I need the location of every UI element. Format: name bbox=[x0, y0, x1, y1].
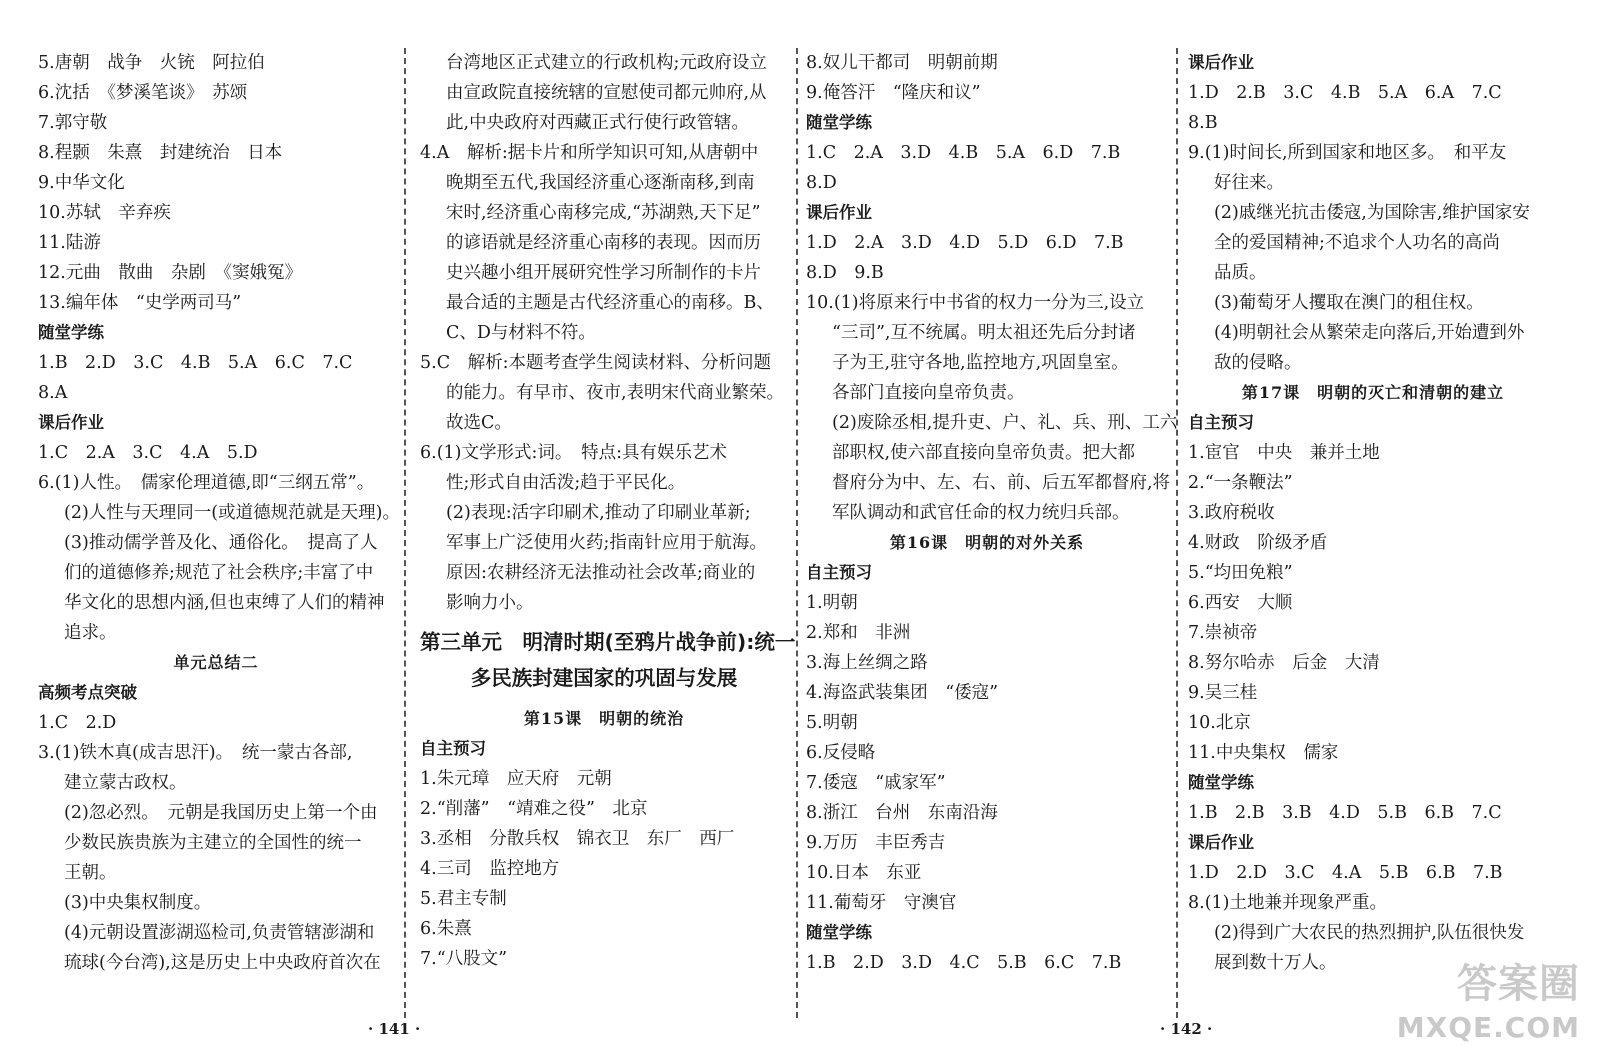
text-line: 少数民族贵族为主建立的全国性的统一 bbox=[64, 833, 362, 853]
column-2 bbox=[420, 48, 796, 974]
column-3 bbox=[806, 48, 1178, 978]
text-line: 3.(1)铁木真(成吉思汗)。 统一蒙古各部, bbox=[38, 743, 353, 763]
text-line: 4.三司 监控地方 bbox=[420, 859, 560, 879]
text-line: 12.元曲 散曲 杂剧 《窦娥冤》 bbox=[38, 263, 303, 283]
text-line: 史兴趣小组开展研究性学习所制作的卡片 bbox=[446, 263, 761, 283]
text-line: 军队调动和武官任命的权力统归兵部。 bbox=[832, 503, 1130, 523]
text-line: 子为王,驻守各地,监控地方,巩固皇室。 bbox=[832, 353, 1129, 373]
text-line: 8.B bbox=[1188, 113, 1218, 133]
text-line: 1.C 2.D bbox=[38, 713, 117, 733]
text-line: 9.吴三桂 bbox=[1188, 683, 1258, 703]
text-line: 7.郭守敬 bbox=[38, 113, 108, 133]
text-line: 最合适的主题是古代经济重心的南移。B、 bbox=[446, 293, 774, 313]
text-line: 8.浙江 台州 东南沿海 bbox=[806, 803, 998, 823]
text-line: 宋时,经济重心南移完成,“苏湖熟,天下足” bbox=[446, 203, 761, 223]
text-line: 9.(1)时间长,所到国家和地区多。 和平友 bbox=[1188, 143, 1507, 163]
text-line: 8.D bbox=[806, 173, 837, 193]
section-heading: 课后作业 bbox=[1188, 53, 1254, 72]
text-line: 9.俺答汗 “隆庆和议” bbox=[806, 83, 981, 103]
text-line: 1.C 2.A 3.D 4.B 5.A 6.D 7.B bbox=[806, 143, 1121, 163]
section-heading: 随堂学练 bbox=[806, 113, 872, 132]
lesson-title: 第16课 明朝的对外关系 bbox=[889, 533, 1085, 552]
text-line: 6.反侵略 bbox=[806, 743, 876, 763]
text-line: 8.(1)土地兼并现象严重。 bbox=[1188, 893, 1387, 913]
text-line: 故选C。 bbox=[446, 413, 512, 433]
text-line: 6.沈括 《梦溪笔谈》 苏颂 bbox=[38, 83, 248, 103]
text-line: 1.D 2.D 3.C 4.A 5.B 6.B 7.B bbox=[1188, 863, 1503, 883]
text-line: 此,中央政府对西藏正式行使行政管辖。 bbox=[446, 113, 750, 133]
unit-summary-title: 单元总结二 bbox=[173, 653, 259, 672]
unit-title-line-2: 多民族封建国家的巩固与发展 bbox=[470, 666, 738, 690]
text-line: 11.陆游 bbox=[38, 233, 101, 253]
text-line: 4.海盗武装集团 “倭寇” bbox=[806, 683, 999, 703]
text-line: 晚期至五代,我国经济重心逐渐南移,到南 bbox=[446, 173, 755, 193]
text-line: 1.D 2.A 3.D 4.D 5.D 6.D 7.B bbox=[806, 233, 1124, 253]
text-line: (2)废除丞相,提升吏、户、礼、兵、刑、工六 bbox=[832, 413, 1178, 433]
text-line: 7.“八股文” bbox=[420, 949, 508, 969]
text-line: 3.丞相 分散兵权 锦衣卫 东厂 西厂 bbox=[420, 829, 735, 849]
text-line: 由宣政院直接统辖的宣慰使司都元帅府,从 bbox=[446, 83, 767, 103]
text-line: 的谚语就是经济重心南移的表现。因而历 bbox=[446, 233, 761, 253]
text-line: 1.D 2.B 3.C 4.B 5.A 6.A 7.C bbox=[1188, 83, 1502, 103]
section-heading: 自主预习 bbox=[420, 739, 486, 758]
page-number-right: · 142 · bbox=[1160, 1020, 1213, 1038]
text-line: (2)人性与天理同一(或道德规范就是天理)。 bbox=[64, 503, 400, 523]
text-line: 展到数十万人。 bbox=[1214, 953, 1337, 973]
text-line: 5.唐朝 战争 火铳 阿拉伯 bbox=[38, 53, 265, 73]
text-line: 5.C 解析:本题考查学生阅读材料、分析问题 bbox=[420, 353, 771, 373]
text-line: 5.明朝 bbox=[806, 713, 858, 733]
text-line: 督府分为中、左、右、前、后五军都督府,将 bbox=[832, 473, 1171, 493]
text-line: 敌的侵略。 bbox=[1214, 353, 1302, 373]
text-line: 10.苏轼 辛弃疾 bbox=[38, 203, 171, 223]
text-line: (2)得到广大农民的热烈拥护,队伍很快发 bbox=[1214, 923, 1525, 943]
text-line: (3)葡萄牙人攫取在澳门的租住权。 bbox=[1214, 293, 1484, 313]
text-line: 9.中华文化 bbox=[38, 173, 125, 193]
section-heading: 高频考点突破 bbox=[38, 683, 137, 702]
text-line: 2.“一条鞭法” bbox=[1188, 473, 1293, 493]
text-line: 原因:农耕经济无法推动社会改革;商业的 bbox=[446, 563, 756, 583]
text-line: 8.程颢 朱熹 封建统治 日本 bbox=[38, 143, 283, 163]
text-line: 好往来。 bbox=[1214, 173, 1284, 193]
text-line: 2.郑和 非洲 bbox=[806, 623, 911, 643]
text-line: 13.编年体 “史学两司马” bbox=[38, 293, 242, 313]
section-heading: 课后作业 bbox=[806, 203, 872, 222]
text-line: (2)戚继光抗击倭寇,为国除害,维护国家安 bbox=[1214, 203, 1530, 223]
text-line: 3.海上丝绸之路 bbox=[806, 653, 928, 673]
text-line: 7.崇祯帝 bbox=[1188, 623, 1258, 643]
section-heading: 随堂学练 bbox=[806, 923, 872, 942]
watermark bbox=[1397, 962, 1580, 1050]
text-line: (2)表现:活字印刷术,推动了印刷业革新; bbox=[446, 503, 751, 523]
text-line: 6.西安 大顺 bbox=[1188, 593, 1293, 613]
text-line: 王朝。 bbox=[64, 863, 117, 883]
text-line: 的能力。有早市、夜市,表明宋代商业繁荣。 bbox=[446, 383, 785, 403]
text-line: 5.“均田免粮” bbox=[1188, 563, 1293, 583]
text-line: 台湾地区正式建立的行政机构;元政府设立 bbox=[446, 53, 767, 73]
column-1 bbox=[38, 48, 400, 978]
text-line: 9.万历 丰臣秀吉 bbox=[806, 833, 946, 853]
lesson-title: 第17课 明朝的灭亡和清朝的建立 bbox=[1241, 383, 1505, 402]
text-line: 华文化的思想内涵,但也束缚了人们的精神 bbox=[64, 593, 385, 613]
section-heading: 课后作业 bbox=[1188, 833, 1254, 852]
text-line: 11.葡萄牙 守澳官 bbox=[806, 893, 957, 913]
text-line: 6.(1)文学形式:词。 特点:具有娱乐艺术 bbox=[420, 443, 728, 463]
column-divider bbox=[796, 48, 798, 1018]
text-line: (4)明朝社会从繁荣走向落后,开始遭到外 bbox=[1214, 323, 1525, 343]
text-line: 军事上广泛使用火药;指南针应用于航海。 bbox=[446, 533, 767, 553]
section-heading: 随堂学练 bbox=[38, 323, 104, 342]
text-line: (4)元朝设置澎湖巡检司,负责管辖澎湖和 bbox=[64, 923, 375, 943]
section-heading: 自主预习 bbox=[806, 563, 872, 582]
text-line: 6.(1)人性。 儒家伦理道德,即“三纲五常”。 bbox=[38, 473, 375, 493]
text-line: 1.明朝 bbox=[806, 593, 858, 613]
text-line: (3)中央集权制度。 bbox=[64, 893, 212, 913]
text-line: 8.奴儿干都司 明朝前期 bbox=[806, 53, 998, 73]
text-line: 7.倭寇 “戚家军” bbox=[806, 773, 946, 793]
text-line: 性;形式自由活泼;趋于平民化。 bbox=[446, 473, 686, 493]
text-line: 琉球(今台湾),这是历史上中央政府首次在 bbox=[64, 953, 381, 973]
text-line: 11.中央集权 儒家 bbox=[1188, 743, 1339, 763]
text-line: 1.B 2.B 3.B 4.D 5.B 6.B 7.C bbox=[1188, 803, 1502, 823]
text-line: 各部门直接向皇帝负责。 bbox=[832, 383, 1025, 403]
text-line: 8.努尔哈赤 后金 大清 bbox=[1188, 653, 1380, 673]
column-divider bbox=[404, 48, 406, 1018]
text-line: 10.北京 bbox=[1188, 713, 1251, 733]
text-line: 1.朱元璋 应天府 元朝 bbox=[420, 769, 612, 789]
text-line: 6.朱熹 bbox=[420, 919, 472, 939]
section-heading: 随堂学练 bbox=[1188, 773, 1254, 792]
text-line: 5.君主专制 bbox=[420, 889, 507, 909]
text-line: (3)推动儒学普及化、通俗化。 提高了人 bbox=[64, 533, 378, 553]
text-line: 1.B 2.D 3.D 4.C 5.B 6.C 7.B bbox=[806, 953, 1122, 973]
text-line: 建立蒙古政权。 bbox=[64, 773, 187, 793]
text-line: 品质。 bbox=[1214, 263, 1267, 283]
text-line: 1.宦官 中央 兼并土地 bbox=[1188, 443, 1380, 463]
text-line: 4.A 解析:据卡片和所学知识可知,从唐朝中 bbox=[420, 143, 759, 163]
text-line: 3.政府税收 bbox=[1188, 503, 1275, 523]
page-number-left: · 141 · bbox=[368, 1020, 421, 1038]
text-line: 8.D 9.B bbox=[806, 263, 884, 283]
column-divider bbox=[1176, 48, 1178, 1018]
text-line: “三司”,互不统属。明太祖还先后分封诸 bbox=[832, 323, 1136, 343]
text-line: 8.A bbox=[38, 383, 68, 403]
unit-title-line-1: 第三单元 明清时期(至鸦片战争前):统一 bbox=[420, 630, 796, 654]
watermark-cn: 答案圈 bbox=[1457, 961, 1580, 1007]
text-line: 全的爱国精神;不追求个人功名的高尚 bbox=[1214, 233, 1500, 253]
text-line: 们的道德修养;规范了社会秩序;丰富了中 bbox=[64, 563, 374, 583]
text-line: C、D与材料不符。 bbox=[446, 323, 596, 343]
text-line: 追求。 bbox=[64, 623, 117, 643]
text-line: 部职权,使六部直接向皇帝负责。把大都 bbox=[832, 443, 1136, 463]
text-line: 4.财政 阶级矛盾 bbox=[1188, 533, 1328, 553]
lesson-title: 第15课 明朝的统治 bbox=[523, 709, 685, 728]
text-line: (2)忽必烈。 元朝是我国历史上第一个由 bbox=[64, 803, 378, 823]
watermark-en: MXQE.COM bbox=[1396, 1011, 1580, 1044]
text-line: 10.(1)将原来行中书省的权力一分为三,设立 bbox=[806, 293, 1145, 313]
text-line: 10.日本 东亚 bbox=[806, 863, 922, 883]
text-line: 影响力小。 bbox=[446, 593, 534, 613]
text-line: 2.“削藩” “靖难之役” 北京 bbox=[420, 799, 648, 819]
text-line: 1.B 2.D 3.C 4.B 5.A 6.C 7.C bbox=[38, 353, 353, 373]
section-heading: 自主预习 bbox=[1188, 413, 1254, 432]
section-heading: 课后作业 bbox=[38, 413, 104, 432]
text-line: 1.C 2.A 3.C 4.A 5.D bbox=[38, 443, 258, 463]
column-4 bbox=[1188, 48, 1558, 978]
